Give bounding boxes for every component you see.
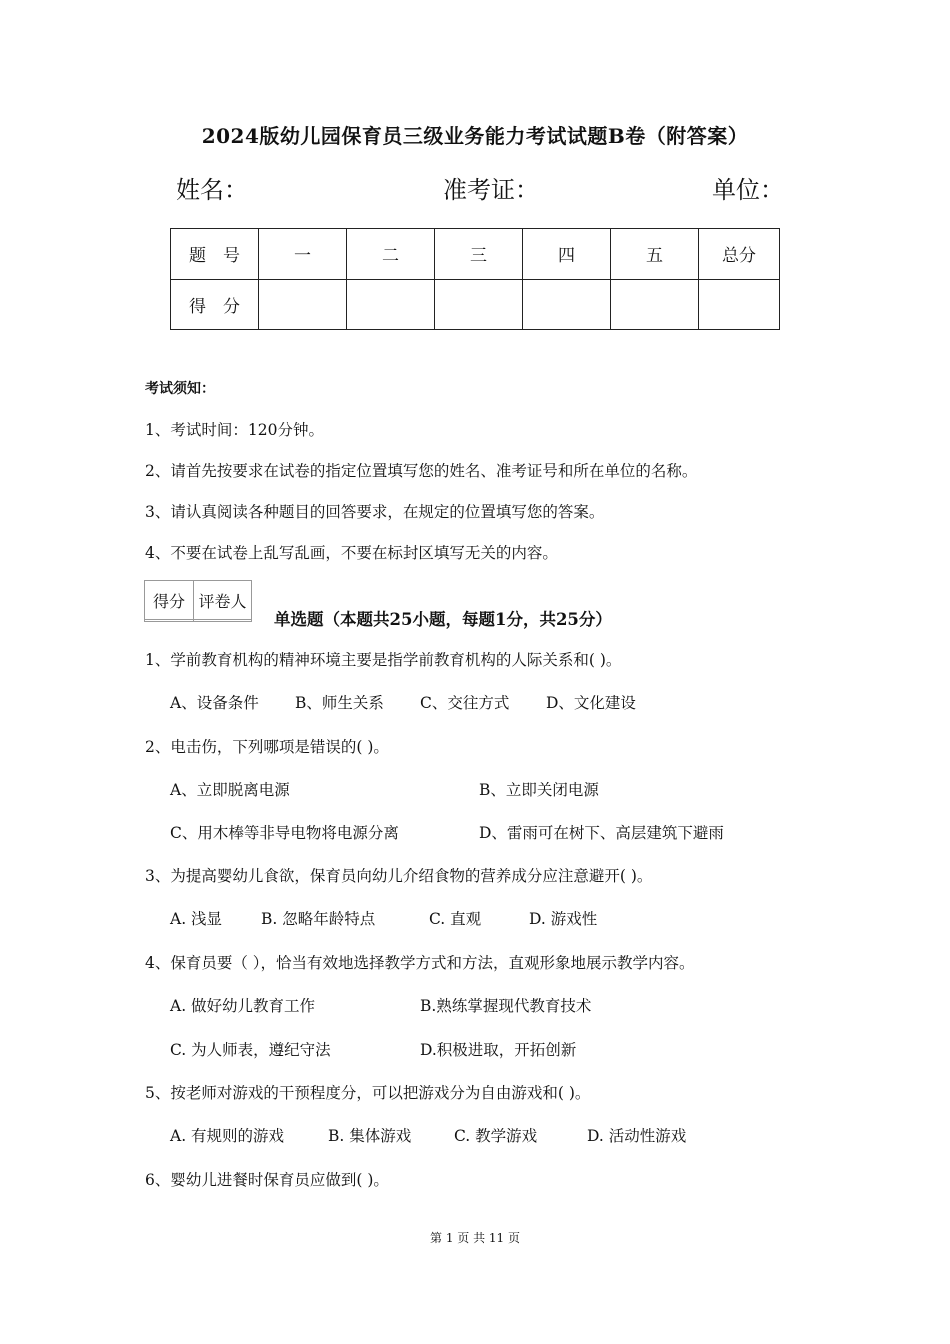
question-option: D. 游戏性 — [529, 910, 598, 928]
question-option: C. 教学游戏 — [454, 1127, 538, 1145]
score-header-cell: 四 — [523, 229, 611, 280]
question-stem: 1、学前教育机构的精神环境主要是指学前教育机构的人际关系和( )。 — [145, 651, 622, 669]
question-stem: 3、为提高婴幼儿食欲，保育员向幼儿介绍食物的营养成分应注意避开( )。 — [145, 867, 653, 885]
question-stem: 2、电击伤，下列哪项是错误的( )。 — [145, 738, 389, 756]
score-header-cell: 三 — [435, 229, 523, 280]
question-option: A. 有规则的游戏 — [170, 1127, 285, 1145]
question-stem: 6、婴幼儿进餐时保育员应做到( )。 — [145, 1171, 389, 1189]
question-option: B、立即关闭电源 — [479, 781, 599, 799]
grader-reviewer-label: 评卷人 — [194, 581, 252, 620]
score-header-cell: 题 号 — [171, 229, 259, 280]
question-option: C、用木棒等非导电物将电源分离 — [170, 824, 399, 842]
score-row-label: 得 分 — [171, 279, 259, 330]
question-option: A、立即脱离电源 — [170, 781, 290, 799]
question-option: A. 浅显 — [170, 910, 223, 928]
question-stem: 4、保育员要（ ），恰当有效地选择教学方式和方法，直观形象地展示教学内容。 — [145, 954, 695, 972]
score-table-header-row — [171, 229, 780, 280]
score-cell[interactable] — [611, 279, 699, 330]
question-stem: 5、按老师对游戏的干预程度分，可以把游戏分为自由游戏和( )。 — [145, 1084, 591, 1102]
question-option: A. 做好幼儿教育工作 — [170, 997, 316, 1015]
notice-item: 3、请认真阅读各种题目的回答要求，在规定的位置填写您的答案。 — [145, 503, 605, 521]
score-table — [170, 228, 780, 330]
document-title: 2024版幼儿园保育员三级业务能力考试试题B卷（附答案） — [201, 124, 749, 148]
notice-item: 2、请首先按要求在试卷的指定位置填写您的姓名、准考证号和所在单位的名称。 — [145, 462, 698, 480]
question-option: B.熟练掌握现代教育技术 — [420, 997, 592, 1015]
score-cell[interactable] — [347, 279, 435, 330]
score-cell[interactable] — [435, 279, 523, 330]
exam-id-field-label: 准考证： — [443, 176, 539, 204]
score-header-cell: 总分 — [699, 229, 780, 280]
page-footer: 第 1 页 共 11 页 — [430, 1231, 520, 1245]
score-header-cell: 五 — [611, 229, 699, 280]
score-cell[interactable] — [523, 279, 611, 330]
question-option: C、交往方式 — [420, 694, 510, 712]
question-option: C. 直观 — [429, 910, 482, 928]
section-heading: 单选题（本题共25小题，每题1分，共25分） — [274, 610, 612, 629]
score-table-score-row — [171, 279, 780, 330]
notice-heading: 考试须知： — [145, 381, 215, 397]
unit-field-label: 单位： — [712, 176, 784, 204]
grader-score-cell[interactable] — [145, 620, 194, 622]
notice-item: 4、不要在试卷上乱写乱画，不要在标封区填写无关的内容。 — [145, 544, 558, 562]
question-option: B. 集体游戏 — [328, 1127, 412, 1145]
question-option: B、师生关系 — [295, 694, 384, 712]
question-option: D、雷雨可在树下、高层建筑下避雨 — [479, 824, 724, 842]
question-option: D. 活动性游戏 — [587, 1127, 687, 1145]
question-option: D、文化建设 — [546, 694, 636, 712]
score-cell[interactable] — [699, 279, 780, 330]
notice-item: 1、考试时间：120分钟。 — [145, 421, 324, 439]
question-option: C. 为人师表，遵纪守法 — [170, 1041, 331, 1059]
question-option: B. 忽略年龄特点 — [261, 910, 376, 928]
score-header-cell: 二 — [347, 229, 435, 280]
score-cell[interactable] — [259, 279, 347, 330]
grader-reviewer-cell[interactable] — [194, 620, 252, 622]
name-field-label: 姓名： — [176, 176, 248, 204]
grader-box — [144, 580, 252, 622]
score-header-cell: 一 — [259, 229, 347, 280]
question-option: D.积极进取，开拓创新 — [420, 1041, 577, 1059]
grader-score-label: 得分 — [145, 581, 194, 620]
question-option: A、设备条件 — [170, 694, 259, 712]
